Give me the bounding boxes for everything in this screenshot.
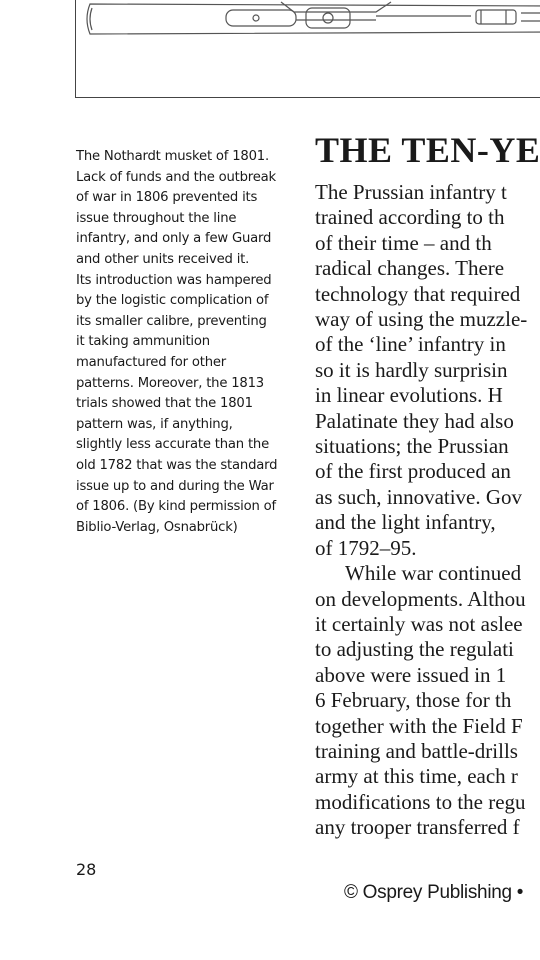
body-line: of their time – and th [315,230,492,255]
figure-caption: The Nothardt musket of 1801. Lack of funds and the outbreak of war in 1806 prevented its issue throughout the line infantry, and only a few Guard and other units received it. Its introduction was hampered by the logistic complication of its smaller calibre, preventing it taking ammunition manufactured for other patterns. Moreover, the 1813 trials showed that the 1801 pattern was, if anything, slightly less accurate than the old 1782 that was the standard issue up to and during the War of 1806. (By kind permission of Biblio-Verlag, Osnabrück) [76,149,278,535]
body-line: it certainly was not aslee [315,611,523,636]
body-line: The Prussian infantry t [315,180,507,204]
body-line: of 1792–95. [315,535,417,560]
body-line: to adjusting the regulati [315,637,514,662]
body-line: any trooper transferred f [315,815,520,840]
body-line: way of using the muzzle- [315,307,528,332]
body-line: Palatinate they had also [315,408,514,433]
body-line: on developments. Althou [315,586,526,611]
musket-illustration [75,0,540,98]
body-line: in linear evolutions. H [315,383,503,408]
body-line: of the first produced an [315,459,511,484]
body-line: above were issued in 1 [315,662,507,687]
body-line: situations; the Prussian [315,434,509,459]
body-line: technology that required [315,281,521,306]
chapter-heading: THE TEN-YE [315,130,540,170]
body-line: While war continued [345,561,522,586]
musket-drawing [76,0,540,98]
body-line: modifications to the regu [315,789,526,814]
body-line: and the light infantry, [315,510,496,535]
body-line: radical changes. There [315,256,505,281]
body-line: of the ‘line’ infantry in [315,332,506,357]
body-line: training and battle-drills [315,738,518,763]
publisher-footer: © Osprey Publishing • [344,882,524,903]
body-line: 6 February, those for th [315,688,512,713]
page-number: 28 [76,860,97,879]
body-line: together with the Field F [315,713,523,738]
body-line: so it is hardly surprisin [315,357,508,382]
body-line: army at this time, each r [315,764,518,789]
body-line: trained according to th [315,205,505,230]
body-line: as such, innovative. Gov [315,484,523,509]
body-text [315,180,540,841]
